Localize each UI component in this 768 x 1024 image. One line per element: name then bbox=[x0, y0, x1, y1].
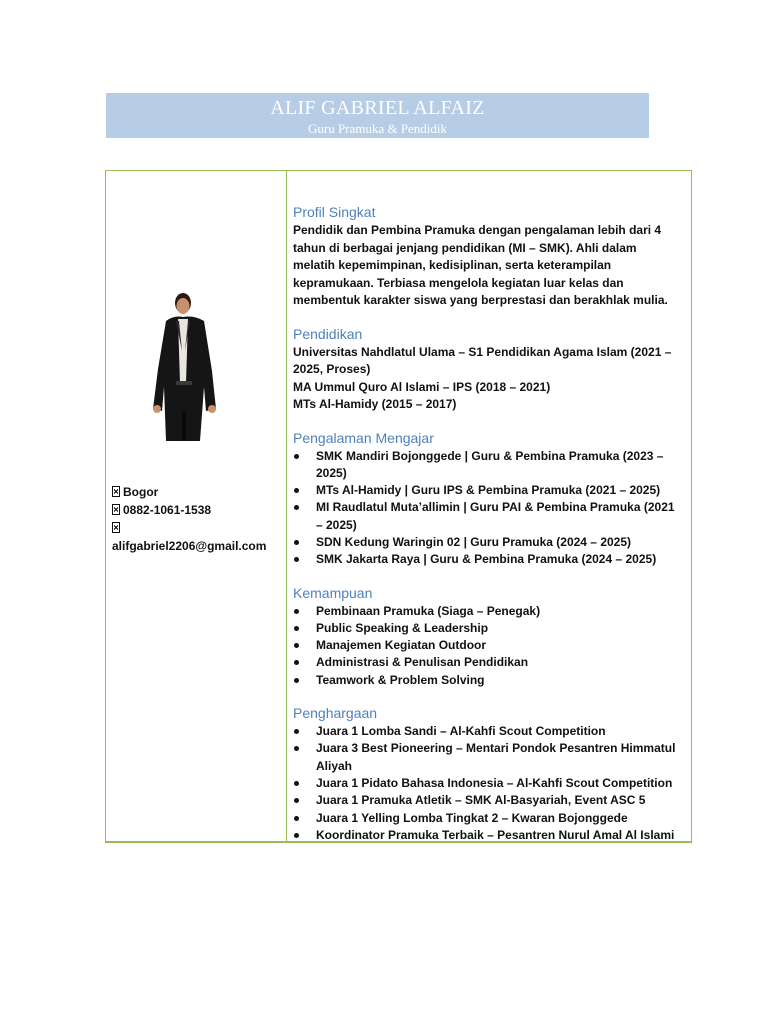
contact-location bbox=[112, 483, 266, 501]
education-line: 2025, Proses) bbox=[293, 362, 371, 376]
profile-line: membentuk karakter siswa yang berprestasi dan berakhlak mulia. bbox=[293, 293, 668, 307]
list-item: MTs Al-Hamidy | Guru IPS & Pembina Pramuka (2021 – 2025) bbox=[293, 482, 678, 499]
resume-role: Guru Pramuka & Pendidik bbox=[307, 121, 447, 136]
list-item: MI Raudlatul Muta’allimin | Guru PAI & Pembina Pramuka (2021 – 2025) bbox=[293, 499, 678, 534]
contact-email[interactable]: alifgabriel2206@gmail.com bbox=[112, 539, 267, 553]
list-item: Juara 1 Lomba Sandi – Al-Kahfi Scout Competition bbox=[293, 723, 678, 740]
right-column bbox=[293, 202, 678, 858]
header-band bbox=[106, 93, 649, 138]
education-text bbox=[293, 344, 678, 414]
contact-phone bbox=[112, 501, 266, 519]
left-column bbox=[106, 171, 286, 841]
experience-title: Pengalaman Mengajar bbox=[293, 429, 434, 446]
phone-text: 0882-1061-1538 bbox=[123, 503, 212, 517]
list-item: Juara 1 Pramuka Atletik – SMK Al-Basyariah, Event ASC 5 bbox=[293, 792, 678, 809]
list-item: Administrasi & Penulisan Pendidikan bbox=[293, 654, 678, 671]
list-item: Pembinaan Pramuka (Siaga – Penegak) bbox=[293, 603, 678, 620]
contact-email-icon-row bbox=[112, 519, 266, 537]
profile-section bbox=[293, 202, 678, 310]
list-item: SMK Mandiri Bojonggede | Guru & Pembina Pramuka (2023 – 2025) bbox=[293, 448, 678, 483]
profile-line: kepramukaan. Terbiasa mengelola kegiatan luar kelas dan bbox=[293, 275, 624, 290]
list-item: SMK Jakarta Raya | Guru & Pembina Pramuka (2024 – 2025) bbox=[293, 551, 678, 568]
profile-line: Pendidik dan Pembina Pramuka dengan pengalaman lebih dari 4 bbox=[293, 223, 662, 237]
profile-text bbox=[293, 222, 678, 310]
list-item: Public Speaking & Leadership bbox=[293, 620, 678, 637]
resume-name: ALIF GABRIEL ALFAIZ bbox=[270, 97, 485, 119]
list-item: Manajemen Kegiatan Outdoor bbox=[293, 637, 678, 654]
skills-title: Kemampuan bbox=[293, 584, 373, 601]
education-section bbox=[293, 324, 678, 414]
experience-list bbox=[293, 448, 678, 569]
list-item: Juara 1 Pidato Bahasa Indonesia – Al-Kahfi Scout Competition bbox=[293, 775, 678, 792]
column-divider bbox=[286, 171, 287, 841]
phone-icon bbox=[112, 504, 120, 515]
resume-table bbox=[105, 170, 692, 843]
skills-list bbox=[293, 603, 678, 689]
skills-section bbox=[293, 583, 678, 689]
contact-block bbox=[112, 483, 266, 555]
profile-line: melatih kepemimpinan, kedisiplinan, serta keterampilan bbox=[293, 258, 612, 272]
profile-title: Profil Singkat bbox=[293, 204, 376, 220]
awards-title: Penghargaan bbox=[293, 705, 378, 722]
location-text: Bogor bbox=[123, 485, 159, 499]
email-icon bbox=[112, 522, 120, 533]
list-item: Juara 1 Yelling Lomba Tingkat 2 – Kwaran Bojonggede bbox=[293, 810, 678, 827]
education-title: Pendidikan bbox=[293, 325, 363, 342]
education-line: Universitas Nahdlatul Ulama – S1 Pendidikan Agama Islam (2021 – bbox=[293, 344, 672, 359]
list-item: SDN Kedung Waringin 02 | Guru Pramuka (2024 – 2025) bbox=[293, 534, 678, 551]
list-item: Koordinator Pramuka Terbaik – Pesantren Nurul Amal Al Islami bbox=[293, 827, 678, 844]
profile-line: tahun di berbagai jenjang pendidikan (MI – SMK). Ahli dalam bbox=[293, 240, 637, 255]
experience-section bbox=[293, 428, 678, 569]
list-item: Juara 3 Best Pioneering – Mentari Pondok Pesantren Himmatul Aliyah bbox=[293, 740, 678, 775]
list-item: Teamwork & Problem Solving bbox=[293, 672, 678, 689]
location-icon bbox=[112, 486, 120, 497]
profile-photo bbox=[152, 291, 222, 441]
awards-list bbox=[293, 723, 678, 844]
education-line: MA Ummul Quro Al Islami – IPS (2018 – 2021) bbox=[293, 379, 551, 394]
education-line: MTs Al-Hamidy (2015 – 2017) bbox=[293, 397, 457, 411]
awards-section bbox=[293, 703, 678, 844]
